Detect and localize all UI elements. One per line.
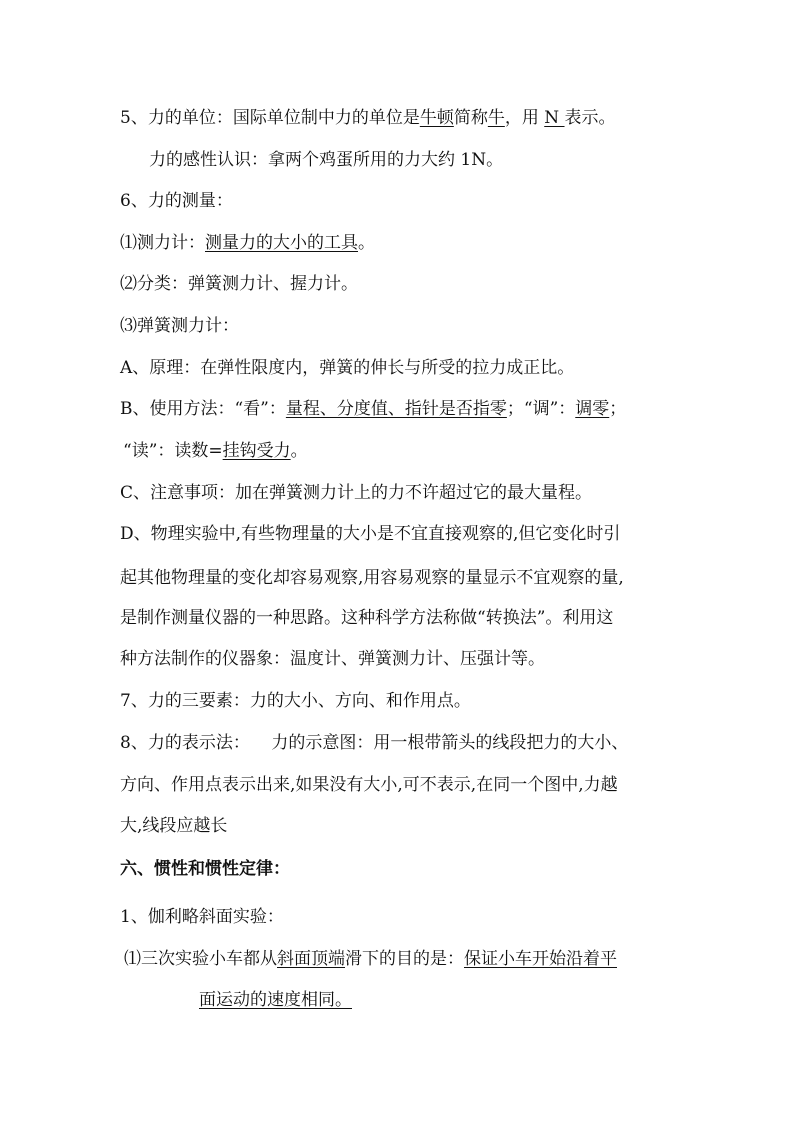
- item-B-read: [123, 439, 308, 463]
- text: ⑴三次实验小车都从: [124, 949, 277, 969]
- text: ，用: [504, 108, 545, 128]
- underlined-answer: 牛顿: [419, 108, 454, 128]
- item-D-line: D、物理实验中,有些物理量的大小是不宜直接观察的,但它变化时引: [120, 524, 621, 544]
- underlined-answer: 牛: [487, 108, 505, 128]
- text: “读”：读数=: [123, 441, 223, 461]
- item-1-1-continued: [199, 988, 352, 1012]
- underlined-answer: 调零: [575, 399, 610, 419]
- item-A-principle: A、原理：在弹性限度内，弹簧的伸长与所受的拉力成正比。: [120, 358, 575, 378]
- item-D-line: 种方法制作的仪器象：温度计、弹簧测力计、压强计等。: [120, 649, 545, 669]
- item-5-perception: 力的感性认识：拿两个鸡蛋所用的力大约 1N。: [149, 150, 504, 170]
- underlined-answer: 面运动的速度相同。: [199, 990, 352, 1010]
- item-1-1: [124, 947, 617, 971]
- underlined-answer: 测量力的大小的工具: [205, 233, 358, 253]
- item-C-notes: C、注意事项：加在弹簧测力计上的力不许超过它的最大量程。: [120, 483, 593, 503]
- item-6-1: [120, 231, 375, 255]
- text: ；: [609, 399, 627, 419]
- item-6-3: ⑶弹簧测力计：: [120, 316, 239, 336]
- item-6-heading: 6、力的测量：: [120, 191, 233, 211]
- underlined-answer: N: [544, 108, 565, 128]
- item-D-line: 是制作测量仪器的一种思路。这种科学方法称做“转换法”。利用这: [120, 608, 614, 628]
- underlined-answer: 挂钩受力: [222, 441, 291, 461]
- text: 表示。: [564, 108, 616, 128]
- item-8-line: 大,线段应越长: [120, 816, 228, 836]
- text: 简称: [453, 108, 488, 128]
- text: B、使用方法：“看”：: [120, 399, 286, 419]
- text: 滑下的目的是：: [345, 949, 464, 969]
- section-heading-inertia: 六、惯性和惯性定律：: [120, 859, 290, 879]
- item-B-usage: [120, 397, 626, 421]
- item-6-2: ⑵分类：弹簧测力计、握力计。: [120, 274, 358, 294]
- underlined-answer: 量程、分度值、指针是否指零: [285, 399, 507, 419]
- item-7-three-elements: 7、力的三要素：力的大小、方向、和作用点。: [120, 691, 471, 711]
- item-8-line: 方向、作用点表示出来,如果没有大小,可不表示,在同一个图中,力越: [120, 775, 618, 795]
- text: 。: [290, 441, 308, 461]
- text: ⑴测力计：: [120, 233, 205, 253]
- text: 。: [358, 233, 375, 253]
- item-5-force-unit: [120, 106, 616, 130]
- item-8-line: 8、力的表示法： 力的示意图：用一根带箭头的线段把力的大小、: [120, 733, 629, 753]
- text: 5、力的单位：国际单位制中力的单位是: [120, 108, 420, 128]
- text: ；“调”：: [506, 399, 576, 419]
- item-1-galileo: 1、伽利略斜面实验：: [120, 907, 284, 927]
- underlined-answer: 保证小车开始沿着平: [464, 949, 617, 969]
- underlined-answer: 斜面顶端: [277, 949, 345, 969]
- item-D-line: 起其他物理量的变化却容易观察,用容易观察的量显示不宜观察的量,: [120, 568, 624, 588]
